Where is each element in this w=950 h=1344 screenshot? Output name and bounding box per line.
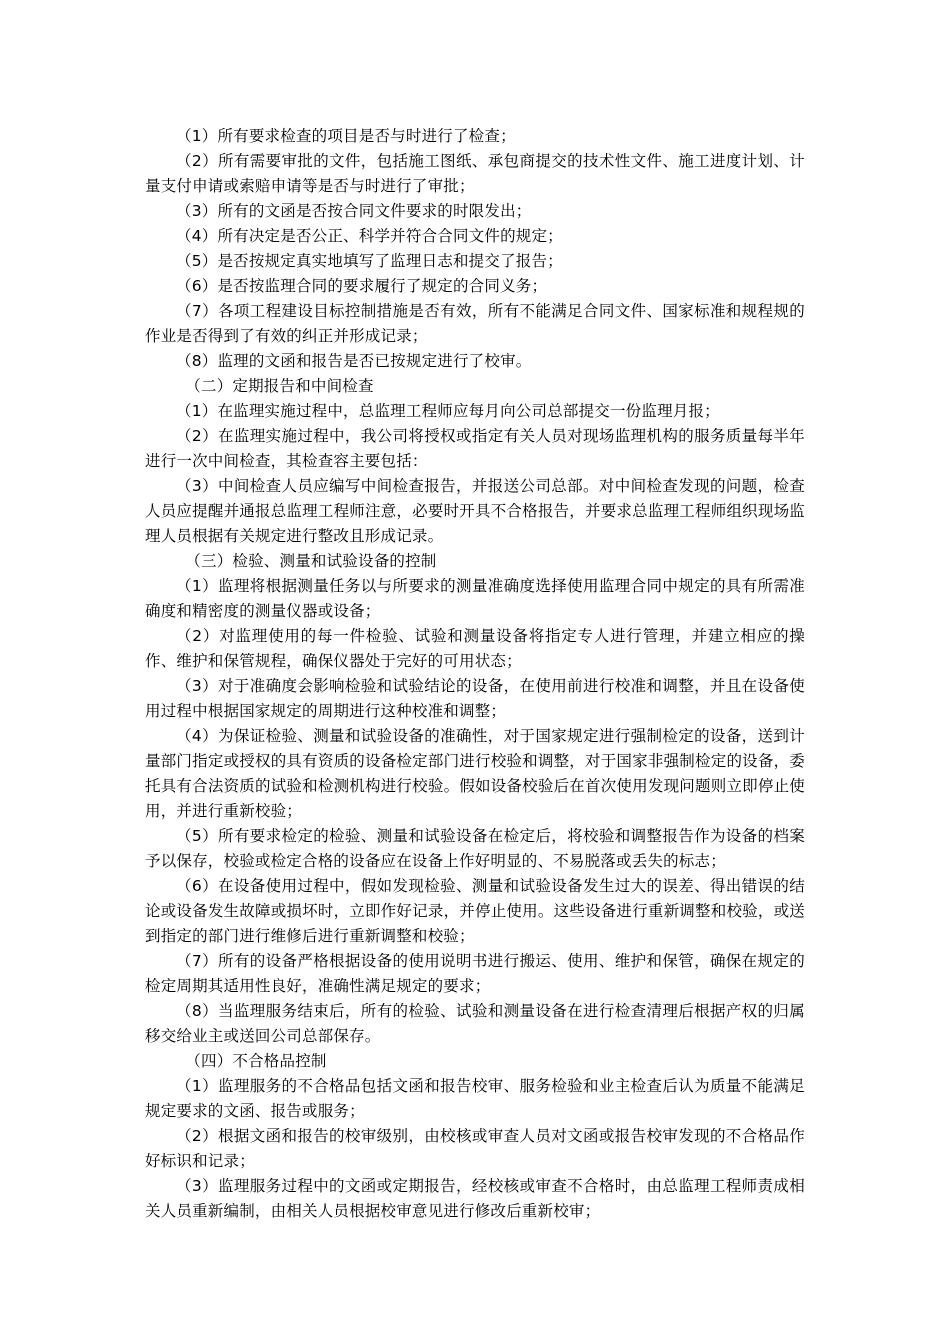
- paragraph: （2）对监理使用的每一件检验、试验和测量设备将指定专人进行管理，并建立相应的操作、维护和保管规程，确保仪器处于完好的可用状态；: [145, 627, 805, 670]
- paragraph: （3）监理服务过程中的文函或定期报告，经校核或审查不合格时，由总监理工程师责成相关人员重新编制，由相关人员根据校审意见进行修改后重新校审；: [145, 1177, 805, 1220]
- paragraph: （2）在监理实施过程中，我公司将授权或指定有关人员对现场监理机构的服务质量每半年进行一次中间检查，其检查容主要包括：: [145, 427, 805, 470]
- paragraph: （3）中间检查人员应编写中间检查报告，并报送公司总部。对中间检查发现的问题，检查人员应提醒并通报总监理工程师注意，必要时开具不合格报告，并要求总监理工程师组织现场监理人员根据有关规定进行整改且形成记录。: [145, 477, 805, 545]
- paragraph: （7）各项工程建设目标控制措施是否有效，所有不能满足合同文件、国家标准和规程规的作业是否得到了有效的纠正并形成记录；: [145, 302, 805, 345]
- section-heading: （二）定期报告和中间检查: [185, 377, 374, 395]
- paragraph: （6）是否按监理合同的要求履行了规定的合同义务；: [176, 277, 548, 295]
- paragraph: （6）在设备使用过程中，假如发现检验、测量和试验设备发生过大的误差、得出错误的结论或设备发生故障或损坏时，立即作好记录，并停止使用。这些设备进行重新调整和校验，或送到指定的部门进行维修后进行重新调整和校验；: [145, 877, 805, 945]
- paragraph: （8）监理的文函和报告是否已按规定进行了校审。: [176, 352, 532, 370]
- paragraph: （3）对于准确度会影响检验和试验结论的设备，在使用前进行校准和调整，并且在设备使用过程中根据国家规定的周期进行这种校准和调整；: [145, 677, 805, 720]
- document-body: [145, 124, 805, 1224]
- paragraph: （2）根据文函和报告的校审级别，由校核或审查人员对文函或报告校审发现的不合格品作好标识和记录；: [145, 1127, 805, 1170]
- paragraph: （1）监理将根据测量任务以与所要求的测量准确度选择使用监理合同中规定的具有所需准确度和精密度的测量仪器或设备；: [145, 577, 805, 620]
- paragraph: （1）在监理实施过程中，总监理工程师应每月向公司总部提交一份监理月报；: [176, 402, 720, 420]
- paragraph: （3）所有的文函是否按合同文件要求的时限发出；: [176, 202, 532, 220]
- paragraph: （1）监理服务的不合格品包括文函和报告校审、服务检验和业主检查后认为质量不能满足规定要求的文函、报告或服务；: [145, 1077, 805, 1120]
- paragraph: （5）是否按规定真实地填写了监理日志和提交了报告；: [176, 252, 563, 270]
- paragraph: （1）所有要求检查的项目是否与时进行了检查；: [176, 127, 516, 145]
- paragraph: （8）当监理服务结束后，所有的检验、试验和测量设备在进行检查清理后根据产权的归属移交给业主或送回公司总部保存。: [145, 1002, 805, 1045]
- section-heading: （四）不合格品控制: [185, 1052, 327, 1070]
- paragraph: （7）所有的设备严格根据设备的使用说明书进行搬运、使用、维护和保管，确保在规定的检定周期其适用性良好，准确性满足规定的要求；: [145, 952, 805, 995]
- section-heading: （三）检验、测量和试验设备的控制: [185, 552, 437, 570]
- paragraph: （2）所有需要审批的文件，包括施工图纸、承包商提交的技术性文件、施工进度计划、计量支付申请或索赔申请等是否与时进行了审批；: [145, 152, 805, 195]
- paragraph: （4）所有决定是否公正、科学并符合合同文件的规定；: [176, 227, 563, 245]
- paragraph: （4）为保证检验、测量和试验设备的准确性，对于国家规定进行强制检定的设备，送到计量部门指定或授权的具有资质的设备检定部门进行校验和调整，对于国家非强制检定的设备，委托具有合法资质的试验和检测机构进行校验。假如设备校验后在首次使用发现问题则立即停止使用，并进行重新校验；: [145, 727, 805, 820]
- paragraph: （5）所有要求检定的检验、测量和试验设备在检定后，将校验和调整报告作为设备的档案予以保存，校验或检定合格的设备应在设备上作好明显的、不易脱落或丢失的标志；: [145, 827, 805, 870]
